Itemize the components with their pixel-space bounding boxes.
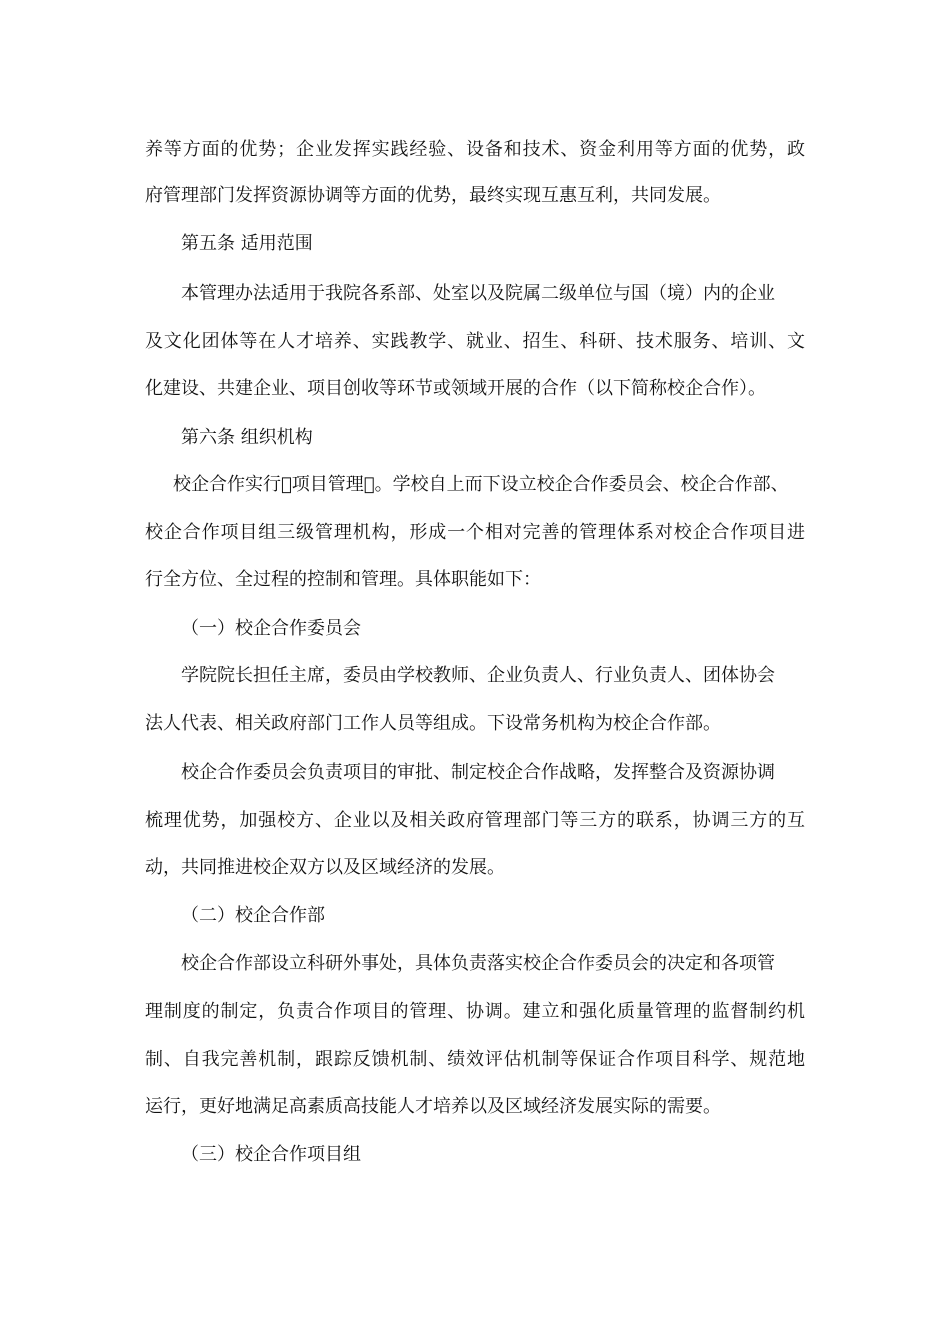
paragraph-line: 学院院长担任主席，委员由学校教师、企业负责人、行业负责人、团体协会 xyxy=(181,665,775,686)
subsection-heading-committee: （一）校企合作委员会 xyxy=(181,618,361,639)
paragraph-line: 动，共同推进校企双方以及区域经济的发展。 xyxy=(145,857,505,878)
subsection-heading-department: （二）校企合作部 xyxy=(181,905,325,926)
paragraph-line: 校企合作部设立科研外事处，具体负责落实校企合作委员会的决定和各项管 xyxy=(181,953,775,974)
section-heading-article-5: 第五条 适用范围 xyxy=(181,233,313,254)
section-heading-article-6: 第六条 组织机构 xyxy=(181,427,313,448)
subsection-heading-project-group: （三）校企合作项目组 xyxy=(181,1144,361,1165)
paragraph-line: 运行，更好地满足高素质高技能人才培养以及区域经济发展实际的需要。 xyxy=(145,1096,721,1117)
paragraph-line: 本管理办法适用于我院各系部、处室以及院属二级单位与国（境）内的企业 xyxy=(181,283,775,304)
paragraph-line: 养等方面的优势；企业发挥实践经验、设备和技术、资金利用等方面的优势，政 xyxy=(145,139,805,160)
paragraph-line: 校企合作项目组三级管理机构，形成一个相对完善的管理体系对校企合作项目进 xyxy=(145,522,805,543)
paragraph-line: 校企合作实行 项目管理 。学校自上而下设立校企合作委员会、校企合作部、 xyxy=(173,474,789,495)
paragraph-line: 及文化团体等在人才培养、实践教学、就业、招生、科研、技术服务、培训、文 xyxy=(145,331,805,352)
paragraph-line: 化建设、共建企业、项目创收等环节或领域开展的合作（以下简称校企合作）。 xyxy=(145,378,766,399)
paragraph-line: 理制度的制定，负责合作项目的管理、协调。建立和强化质量管理的监督制约机 xyxy=(145,1001,805,1022)
paragraph-line: 府管理部门发挥资源协调等方面的优势，最终实现互惠互利，共同发展。 xyxy=(145,185,721,206)
paragraph-line: 法人代表、相关政府部门工作人员等组成。下设常务机构为校企合作部。 xyxy=(145,713,721,734)
paragraph-line: 制、自我完善机制，跟踪反馈机制、绩效评估机制等保证合作项目科学、规范地 xyxy=(145,1049,805,1070)
paragraph-line: 梳理优势，加强校方、企业以及相关政府管理部门等三方的联系，协调三方的互 xyxy=(145,810,805,831)
paragraph-line: 校企合作委员会负责项目的审批、制定校企合作战略，发挥整合及资源协调 xyxy=(181,762,775,783)
paragraph-line: 行全方位、全过程的控制和管理。具体职能如下： xyxy=(145,569,541,590)
